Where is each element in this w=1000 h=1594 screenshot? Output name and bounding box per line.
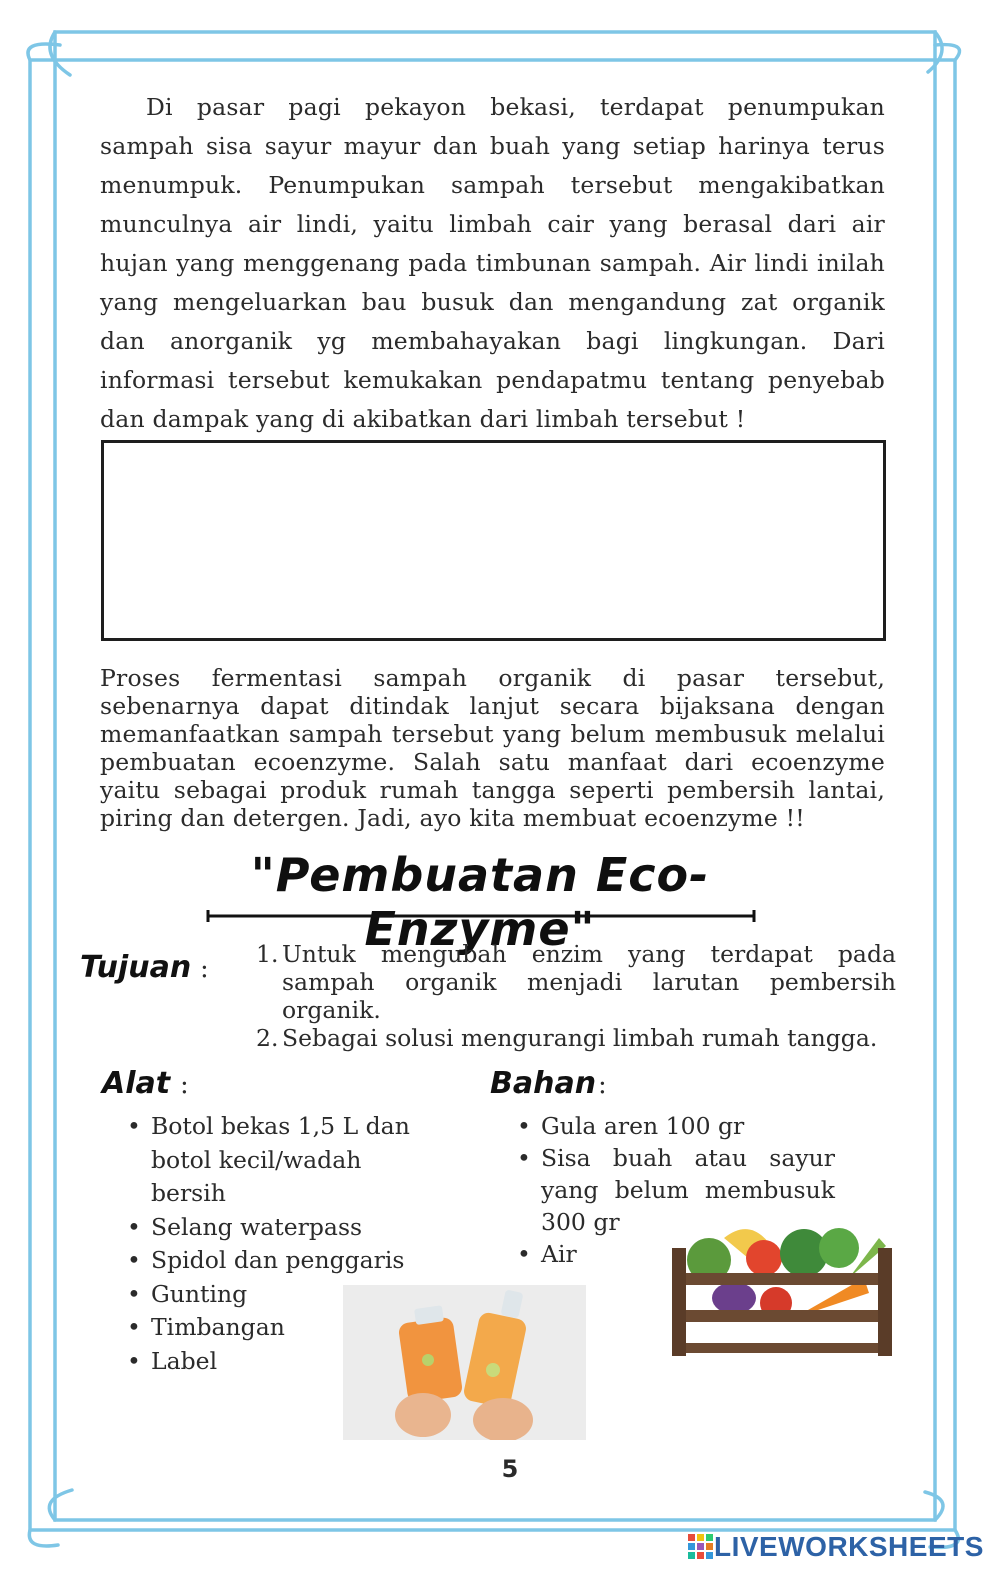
alat-item: • Spidol dan penggaris: [127, 1244, 427, 1278]
bahan-colon: :: [598, 1070, 607, 1100]
tujuan-label: Tujuan: [80, 950, 192, 985]
title-underline: [205, 910, 757, 922]
alat-item: • Botol bekas 1,5 L dan botol kecil/wadah bersih: [127, 1110, 427, 1211]
vegetable-crate-illustration: [664, 1218, 900, 1356]
bottles-photo: [343, 1285, 586, 1440]
bahan-item: • Gula aren 100 gr: [517, 1110, 835, 1142]
tujuan-item: [256, 940, 896, 1024]
tujuan-item-number: 2.: [256, 1024, 279, 1052]
alat-item: • Gunting: [127, 1278, 427, 1312]
bahan-label: Bahan: [490, 1066, 597, 1101]
page-title: "Pembuatan Eco-Enzyme": [250, 848, 710, 956]
alat-label: Alat: [102, 1066, 171, 1101]
answer-text-box[interactable]: [101, 440, 886, 641]
brand-grid-icon: [688, 1534, 714, 1560]
tujuan-item-text: Sebagai solusi mengurangi limbah rumah tangga.: [282, 1024, 878, 1052]
tujuan-colon: :: [200, 954, 209, 984]
tujuan-list: [256, 940, 896, 1052]
tujuan-item-text: Untuk mengubah enzim yang terdapat pada sampah organik menjadi larutan pembersih organik.: [282, 940, 896, 1024]
brand-text: LIVEWORKSHEETS: [714, 1531, 984, 1562]
bahan-item: • Air: [517, 1238, 835, 1270]
alat-item: • Label: [127, 1345, 427, 1379]
page-number: 5: [501, 1455, 519, 1483]
alat-item: • Timbangan: [127, 1311, 427, 1345]
alat-colon: :: [180, 1070, 189, 1100]
liveworksheets-logo: [688, 1531, 984, 1563]
tujuan-item-number: 1.: [256, 940, 279, 968]
tujuan-item: [256, 1024, 896, 1052]
fermentation-paragraph: Proses fermentasi sampah organik di pasar tersebut, sebenarnya dapat ditindak lanjut secara bijaksana dengan memanfaatkan sampah tersebut yang belum membusuk melalui pembuatan ecoenzyme. Salah satu manfaat dari ecoenzyme yaitu sebagai produk rumah tangga seperti pembersih lantai, piring dan detergen. Jadi, ayo kita membuat ecoenzyme !!: [100, 664, 885, 832]
bahan-item: • Sisa buah atau sayur yang belum membusuk 300 gr: [517, 1142, 835, 1238]
intro-paragraph: Di pasar pagi pekayon bekasi, terdapat penumpukan sampah sisa sayur mayur dan buah yang setiap harinya terus menumpuk. Penumpukan sampah tersebut mengakibatkan munculnya air lindi, yaitu limbah cair yang berasal dari air hujan yang menggenang pada timbunan sampah. Air lindi inilah yang mengeluarkan bau busuk dan mengandung zat organik dan anorganik yg membahayakan bagi lingkungan. Dari informasi tersebut kemukakan pendapatmu tentang penyebab dan dampak yang di akibatkan dari limbah tersebut !: [100, 93, 885, 433]
alat-item: • Selang waterpass: [127, 1211, 427, 1245]
